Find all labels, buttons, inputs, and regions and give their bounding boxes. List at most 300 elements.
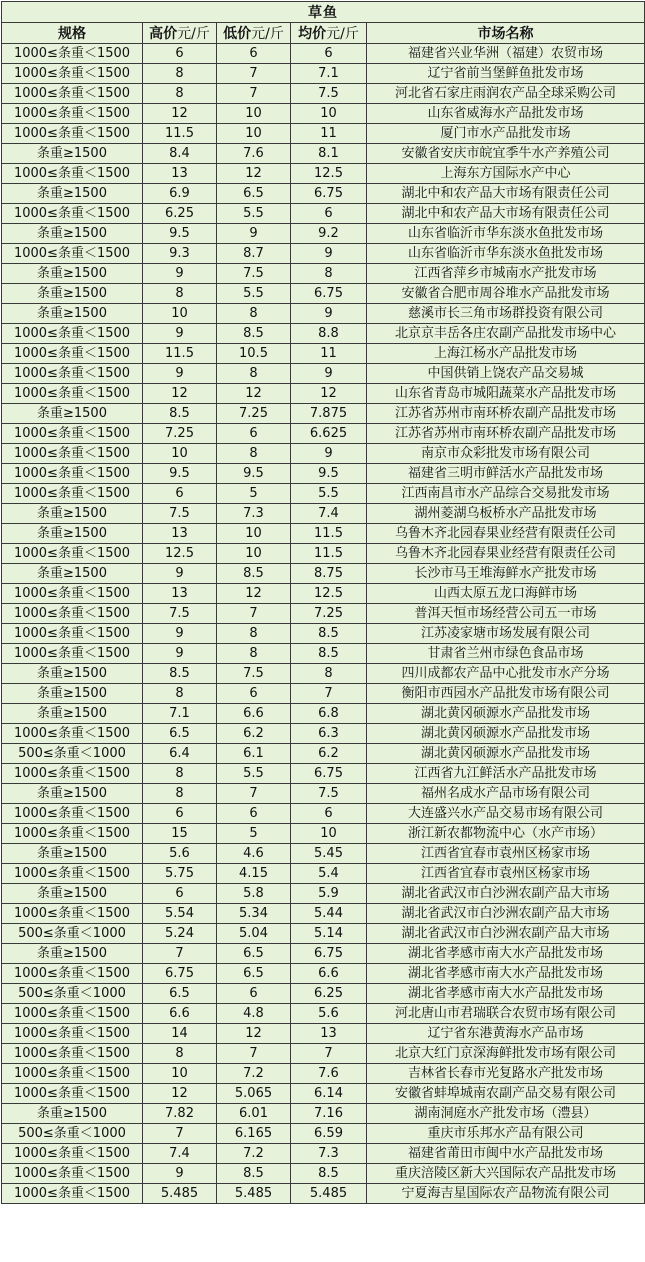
table-row [2, 1084, 645, 1104]
header-spec [2, 23, 143, 44]
cell-spec: 500≤条重＜1000 [2, 1124, 143, 1144]
cell-market-name: 大连盛兴水产品交易市场有限公司 [367, 804, 645, 824]
cell-market-name: 江西省萍乡市城南水产批发市场 [367, 264, 645, 284]
cell-low-price: 9.5 [217, 464, 291, 484]
cell-avg-price: 7.3 [291, 1144, 367, 1164]
table-row [2, 324, 645, 344]
cell-avg-price: 6 [291, 204, 367, 224]
cell-spec: 1000≤条重＜1500 [2, 204, 143, 224]
cell-market-name: 福建省莆田市闽中水产品批发市场 [367, 1144, 645, 1164]
cell-low-price: 6.1 [217, 744, 291, 764]
cell-low-price: 7.6 [217, 144, 291, 164]
cell-spec: 1000≤条重＜1500 [2, 424, 143, 444]
cell-low-price: 6.2 [217, 724, 291, 744]
cell-spec: 条重≥1500 [2, 224, 143, 244]
header-market [367, 23, 645, 44]
cell-high-price: 9 [143, 364, 217, 384]
cell-spec: 1000≤条重＜1500 [2, 124, 143, 144]
table-row [2, 924, 645, 944]
cell-high-price: 8 [143, 684, 217, 704]
table-row [2, 244, 645, 264]
cell-avg-price: 6.2 [291, 744, 367, 764]
cell-high-price: 12 [143, 1084, 217, 1104]
cell-low-price: 5.485 [217, 1184, 291, 1204]
cell-market-name: 湖北省孝感市南大水产品批发市场 [367, 964, 645, 984]
cell-low-price: 7 [217, 84, 291, 104]
cell-high-price: 7.82 [143, 1104, 217, 1124]
cell-spec: 条重≥1500 [2, 304, 143, 324]
cell-high-price: 7 [143, 1124, 217, 1144]
cell-avg-price: 7.5 [291, 84, 367, 104]
cell-spec: 1000≤条重＜1500 [2, 464, 143, 484]
cell-low-price: 12 [217, 164, 291, 184]
cell-low-price: 5.8 [217, 884, 291, 904]
cell-market-name: 北京大红门京深海鲜批发市场有限公司 [367, 1044, 645, 1064]
cell-low-price: 8.7 [217, 244, 291, 264]
cell-market-name: 湖北中和农产品大市场有限责任公司 [367, 184, 645, 204]
cell-market-name: 重庆市乐邦水产品有限公司 [367, 1124, 645, 1144]
table-row [2, 284, 645, 304]
cell-spec: 1000≤条重＜1500 [2, 824, 143, 844]
cell-avg-price: 7.6 [291, 1064, 367, 1084]
header-avg-label: 均价 [298, 26, 327, 42]
table-row [2, 184, 645, 204]
table-row [2, 784, 645, 804]
cell-market-name: 湖北黄冈硕源水产品批发市场 [367, 744, 645, 764]
cell-spec: 1000≤条重＜1500 [2, 384, 143, 404]
cell-low-price: 12 [217, 584, 291, 604]
cell-high-price: 14 [143, 1024, 217, 1044]
cell-high-price: 6.6 [143, 1004, 217, 1024]
cell-market-name: 江西省宜春市袁州区杨家市场 [367, 864, 645, 884]
table-row [2, 304, 645, 324]
cell-avg-price: 6.6 [291, 964, 367, 984]
cell-spec: 1000≤条重＜1500 [2, 444, 143, 464]
cell-avg-price: 6.75 [291, 184, 367, 204]
cell-spec: 条重≥1500 [2, 504, 143, 524]
cell-avg-price: 12.5 [291, 164, 367, 184]
cell-spec: 1000≤条重＜1500 [2, 624, 143, 644]
cell-high-price: 12 [143, 384, 217, 404]
cell-high-price: 9 [143, 324, 217, 344]
cell-market-name: 河北省石家庄雨润农产品全球采购公司 [367, 84, 645, 104]
cell-high-price: 6.5 [143, 984, 217, 1004]
cell-high-price: 5.6 [143, 844, 217, 864]
cell-avg-price: 6.75 [291, 944, 367, 964]
cell-market-name: 厦门市水产品批发市场 [367, 124, 645, 144]
cell-high-price: 5.24 [143, 924, 217, 944]
cell-avg-price: 11 [291, 344, 367, 364]
cell-high-price: 5.485 [143, 1184, 217, 1204]
cell-avg-price: 8.1 [291, 144, 367, 164]
cell-spec: 1000≤条重＜1500 [2, 724, 143, 744]
cell-high-price: 6 [143, 804, 217, 824]
header-low [217, 23, 291, 44]
table-row [2, 604, 645, 624]
cell-market-name: 江苏省苏州市南环桥农副产品批发市场 [367, 404, 645, 424]
cell-spec: 1000≤条重＜1500 [2, 1084, 143, 1104]
cell-avg-price: 10 [291, 104, 367, 124]
cell-market-name: 山东省临沂市华东淡水鱼批发市场 [367, 224, 645, 244]
table-row [2, 424, 645, 444]
cell-avg-price: 7.1 [291, 64, 367, 84]
cell-avg-price: 8.8 [291, 324, 367, 344]
cell-high-price: 8 [143, 64, 217, 84]
cell-market-name: 甘肃省兰州市绿色食品市场 [367, 644, 645, 664]
cell-high-price: 11.5 [143, 124, 217, 144]
header-avg-unit: 元/斤 [326, 26, 359, 42]
cell-avg-price: 6.625 [291, 424, 367, 444]
cell-market-name: 乌鲁木齐北园春果业经营有限责任公司 [367, 544, 645, 564]
cell-market-name: 江西南昌市水产品综合交易批发市场 [367, 484, 645, 504]
cell-spec: 1000≤条重＜1500 [2, 44, 143, 64]
cell-low-price: 10.5 [217, 344, 291, 364]
cell-avg-price: 5.6 [291, 1004, 367, 1024]
cell-spec: 1000≤条重＜1500 [2, 64, 143, 84]
table-row [2, 544, 645, 564]
table-row [2, 804, 645, 824]
cell-spec: 1000≤条重＜1500 [2, 864, 143, 884]
cell-spec: 1000≤条重＜1500 [2, 1004, 143, 1024]
cell-high-price: 7.4 [143, 1144, 217, 1164]
cell-low-price: 8 [217, 304, 291, 324]
table-row [2, 1044, 645, 1064]
cell-high-price: 13 [143, 164, 217, 184]
cell-market-name: 辽宁省东港黄海水产品市场 [367, 1024, 645, 1044]
cell-spec: 500≤条重＜1000 [2, 744, 143, 764]
cell-market-name: 安徽省安庆市皖宜季牛水产养殖公司 [367, 144, 645, 164]
table-row [2, 204, 645, 224]
cell-high-price: 6.9 [143, 184, 217, 204]
table-row [2, 844, 645, 864]
table-row [2, 684, 645, 704]
price-table [1, 1, 645, 1204]
cell-avg-price: 8 [291, 264, 367, 284]
cell-avg-price: 8.5 [291, 624, 367, 644]
cell-low-price: 4.8 [217, 1004, 291, 1024]
cell-low-price: 8 [217, 444, 291, 464]
cell-low-price: 10 [217, 104, 291, 124]
table-row [2, 484, 645, 504]
cell-low-price: 10 [217, 524, 291, 544]
cell-market-name: 四川成都农产品中心批发市水产分场 [367, 664, 645, 684]
cell-high-price: 7.25 [143, 424, 217, 444]
cell-market-name: 安徽省蚌埠城南农副产品交易有限公司 [367, 1084, 645, 1104]
table-row [2, 864, 645, 884]
header-market-label: 市场名称 [477, 26, 534, 42]
cell-low-price: 5.5 [217, 284, 291, 304]
cell-avg-price: 9 [291, 364, 367, 384]
cell-high-price: 8 [143, 784, 217, 804]
cell-high-price: 8 [143, 84, 217, 104]
cell-spec: 1000≤条重＜1500 [2, 104, 143, 124]
cell-high-price: 6.4 [143, 744, 217, 764]
cell-low-price: 5.34 [217, 904, 291, 924]
cell-low-price: 6.5 [217, 184, 291, 204]
cell-spec: 1000≤条重＜1500 [2, 604, 143, 624]
table-row [2, 704, 645, 724]
cell-low-price: 8.5 [217, 1164, 291, 1184]
cell-spec: 条重≥1500 [2, 144, 143, 164]
table-body [2, 44, 645, 1204]
cell-avg-price: 9.5 [291, 464, 367, 484]
table-row [2, 1104, 645, 1124]
cell-low-price: 5.065 [217, 1084, 291, 1104]
table-row [2, 164, 645, 184]
cell-market-name: 南京市众彩批发市场有限公司 [367, 444, 645, 464]
cell-avg-price: 7.25 [291, 604, 367, 624]
cell-avg-price: 9 [291, 444, 367, 464]
cell-low-price: 5 [217, 484, 291, 504]
cell-spec: 1000≤条重＜1500 [2, 584, 143, 604]
cell-avg-price: 10 [291, 824, 367, 844]
cell-avg-price: 5.45 [291, 844, 367, 864]
cell-avg-price: 7.5 [291, 784, 367, 804]
header-high-label: 高价 [149, 26, 178, 42]
cell-market-name: 衡阳市西园水产品批发市场有限公司 [367, 684, 645, 704]
cell-market-name: 慈溪市长三角市场群投资有限公司 [367, 304, 645, 324]
table-row [2, 1184, 645, 1204]
table-row [2, 944, 645, 964]
cell-low-price: 8.5 [217, 564, 291, 584]
cell-low-price: 4.15 [217, 864, 291, 884]
cell-market-name: 江苏凌家塘市场发展有限公司 [367, 624, 645, 644]
cell-low-price: 6.01 [217, 1104, 291, 1124]
cell-market-name: 吉林省长春市光复路水产批发市场 [367, 1064, 645, 1084]
cell-spec: 条重≥1500 [2, 944, 143, 964]
cell-avg-price: 11.5 [291, 544, 367, 564]
table-row [2, 504, 645, 524]
cell-market-name: 湖北中和农产品大市场有限责任公司 [367, 204, 645, 224]
table-row [2, 144, 645, 164]
cell-low-price: 7.3 [217, 504, 291, 524]
cell-low-price: 6 [217, 684, 291, 704]
cell-high-price: 6 [143, 484, 217, 504]
table-row [2, 724, 645, 744]
cell-low-price: 10 [217, 544, 291, 564]
cell-avg-price: 7 [291, 684, 367, 704]
cell-market-name: 长沙市马王堆海鲜水产批发市场 [367, 564, 645, 584]
table-row [2, 644, 645, 664]
cell-avg-price: 6.3 [291, 724, 367, 744]
header-high [143, 23, 217, 44]
cell-market-name: 湖北黄冈硕源水产品批发市场 [367, 724, 645, 744]
table-row [2, 124, 645, 144]
cell-avg-price: 8.5 [291, 644, 367, 664]
table-row [2, 104, 645, 124]
cell-market-name: 上海东方国际水产中心 [367, 164, 645, 184]
cell-market-name: 浙江新农都物流中心（水产市场） [367, 824, 645, 844]
cell-avg-price: 7 [291, 1044, 367, 1064]
cell-spec: 1000≤条重＜1500 [2, 164, 143, 184]
header-row [2, 23, 645, 44]
cell-high-price: 6.5 [143, 724, 217, 744]
cell-avg-price: 7.875 [291, 404, 367, 424]
cell-market-name: 湖北省武汉市白沙洲农副产品大市场 [367, 904, 645, 924]
table-row [2, 444, 645, 464]
cell-low-price: 6 [217, 984, 291, 1004]
cell-low-price: 4.6 [217, 844, 291, 864]
cell-low-price: 7 [217, 64, 291, 84]
table-row [2, 624, 645, 644]
cell-avg-price: 6 [291, 44, 367, 64]
cell-high-price: 9 [143, 644, 217, 664]
cell-market-name: 宁夏海吉星国际农产品物流有限公司 [367, 1184, 645, 1204]
cell-low-price: 5 [217, 824, 291, 844]
cell-spec: 条重≥1500 [2, 784, 143, 804]
cell-spec: 条重≥1500 [2, 184, 143, 204]
cell-avg-price: 6.59 [291, 1124, 367, 1144]
cell-low-price: 7 [217, 1044, 291, 1064]
cell-low-price: 10 [217, 124, 291, 144]
table-row [2, 64, 645, 84]
cell-low-price: 7.2 [217, 1144, 291, 1164]
cell-low-price: 9 [217, 224, 291, 244]
cell-high-price: 9 [143, 624, 217, 644]
cell-spec: 条重≥1500 [2, 1104, 143, 1124]
cell-low-price: 8 [217, 364, 291, 384]
cell-high-price: 9.3 [143, 244, 217, 264]
cell-high-price: 9 [143, 564, 217, 584]
cell-spec: 条重≥1500 [2, 664, 143, 684]
table-row [2, 744, 645, 764]
cell-avg-price: 5.9 [291, 884, 367, 904]
cell-avg-price: 7.4 [291, 504, 367, 524]
cell-spec: 1000≤条重＜1500 [2, 484, 143, 504]
cell-avg-price: 11 [291, 124, 367, 144]
table-row [2, 824, 645, 844]
cell-low-price: 5.04 [217, 924, 291, 944]
cell-avg-price: 8.75 [291, 564, 367, 584]
cell-spec: 1000≤条重＜1500 [2, 644, 143, 664]
cell-high-price: 8 [143, 1044, 217, 1064]
cell-spec: 1000≤条重＜1500 [2, 1144, 143, 1164]
cell-market-name: 湖北省孝感市南大水产品批发市场 [367, 944, 645, 964]
table-row [2, 984, 645, 1004]
cell-high-price: 6 [143, 44, 217, 64]
cell-spec: 条重≥1500 [2, 284, 143, 304]
cell-avg-price: 12.5 [291, 584, 367, 604]
title-row [2, 2, 645, 23]
cell-high-price: 9 [143, 264, 217, 284]
table-row [2, 1164, 645, 1184]
cell-high-price: 7 [143, 944, 217, 964]
table-row [2, 1004, 645, 1024]
cell-avg-price: 7.16 [291, 1104, 367, 1124]
cell-spec: 1000≤条重＜1500 [2, 544, 143, 564]
cell-avg-price: 6 [291, 804, 367, 824]
cell-market-name: 山东省临沂市华东淡水鱼批发市场 [367, 244, 645, 264]
cell-market-name: 上海江杨水产品批发市场 [367, 344, 645, 364]
table-row [2, 384, 645, 404]
cell-spec: 条重≥1500 [2, 404, 143, 424]
cell-market-name: 山东省威海水产品批发市场 [367, 104, 645, 124]
cell-low-price: 7.5 [217, 264, 291, 284]
cell-spec: 1000≤条重＜1500 [2, 804, 143, 824]
cell-high-price: 13 [143, 584, 217, 604]
cell-spec: 1000≤条重＜1500 [2, 764, 143, 784]
cell-spec: 1000≤条重＜1500 [2, 324, 143, 344]
cell-high-price: 10 [143, 1064, 217, 1084]
cell-high-price: 7.5 [143, 604, 217, 624]
cell-avg-price: 6.14 [291, 1084, 367, 1104]
cell-market-name: 安徽省合肥市周谷堆水产品批发市场 [367, 284, 645, 304]
cell-avg-price: 6.25 [291, 984, 367, 1004]
cell-low-price: 12 [217, 384, 291, 404]
cell-high-price: 8 [143, 284, 217, 304]
cell-market-name: 北京京丰岳各庄农副产品批发市场中心 [367, 324, 645, 344]
cell-spec: 条重≥1500 [2, 844, 143, 864]
cell-spec: 1000≤条重＜1500 [2, 244, 143, 264]
cell-spec: 1000≤条重＜1500 [2, 1044, 143, 1064]
cell-low-price: 6 [217, 424, 291, 444]
cell-high-price: 12 [143, 104, 217, 124]
table-row [2, 464, 645, 484]
table-row [2, 364, 645, 384]
cell-spec: 条重≥1500 [2, 704, 143, 724]
cell-market-name: 辽宁省前当堡鲜鱼批发市场 [367, 64, 645, 84]
cell-low-price: 6.5 [217, 944, 291, 964]
cell-market-name: 重庆涪陵区新大兴国际农产品批发市场 [367, 1164, 645, 1184]
cell-high-price: 11.5 [143, 344, 217, 364]
table-title: 草鱼 [2, 2, 645, 23]
cell-low-price: 12 [217, 1024, 291, 1044]
cell-avg-price: 8.5 [291, 1164, 367, 1184]
cell-market-name: 福建省兴业华洲（福建）农贸市场 [367, 44, 645, 64]
header-spec-label: 规格 [58, 26, 86, 42]
cell-low-price: 6 [217, 804, 291, 824]
cell-avg-price: 9 [291, 244, 367, 264]
price-sheet [1, 1, 644, 1204]
table-row [2, 84, 645, 104]
cell-market-name: 湖州菱湖乌板桥水产品批发市场 [367, 504, 645, 524]
cell-spec: 条重≥1500 [2, 684, 143, 704]
cell-low-price: 7 [217, 784, 291, 804]
cell-high-price: 7.1 [143, 704, 217, 724]
cell-spec: 条重≥1500 [2, 884, 143, 904]
table-row [2, 224, 645, 244]
cell-low-price: 6.6 [217, 704, 291, 724]
cell-avg-price: 13 [291, 1024, 367, 1044]
table-row [2, 1124, 645, 1144]
table-row [2, 344, 645, 364]
cell-high-price: 13 [143, 524, 217, 544]
header-low-unit: 元/斤 [251, 26, 284, 42]
cell-high-price: 12.5 [143, 544, 217, 564]
cell-market-name: 湖北省孝感市南大水产品批发市场 [367, 984, 645, 1004]
cell-avg-price: 5.44 [291, 904, 367, 924]
cell-high-price: 15 [143, 824, 217, 844]
cell-market-name: 湖北省武汉市白沙洲农副产品大市场 [367, 884, 645, 904]
cell-spec: 1000≤条重＜1500 [2, 1064, 143, 1084]
cell-high-price: 6.25 [143, 204, 217, 224]
cell-market-name: 普洱天恒市场经营公司五一市场 [367, 604, 645, 624]
cell-high-price: 7.5 [143, 504, 217, 524]
cell-spec: 1000≤条重＜1500 [2, 84, 143, 104]
cell-low-price: 8.5 [217, 324, 291, 344]
cell-low-price: 7.5 [217, 664, 291, 684]
header-high-unit: 元/斤 [177, 26, 210, 42]
cell-market-name: 山西太原五龙口海鲜市场 [367, 584, 645, 604]
cell-high-price: 6.75 [143, 964, 217, 984]
cell-avg-price: 6.75 [291, 764, 367, 784]
cell-low-price: 7 [217, 604, 291, 624]
cell-high-price: 10 [143, 444, 217, 464]
cell-spec: 500≤条重＜1000 [2, 924, 143, 944]
cell-market-name: 湖北省武汉市白沙洲农副产品大市场 [367, 924, 645, 944]
cell-spec: 1000≤条重＜1500 [2, 1024, 143, 1044]
cell-high-price: 9.5 [143, 224, 217, 244]
